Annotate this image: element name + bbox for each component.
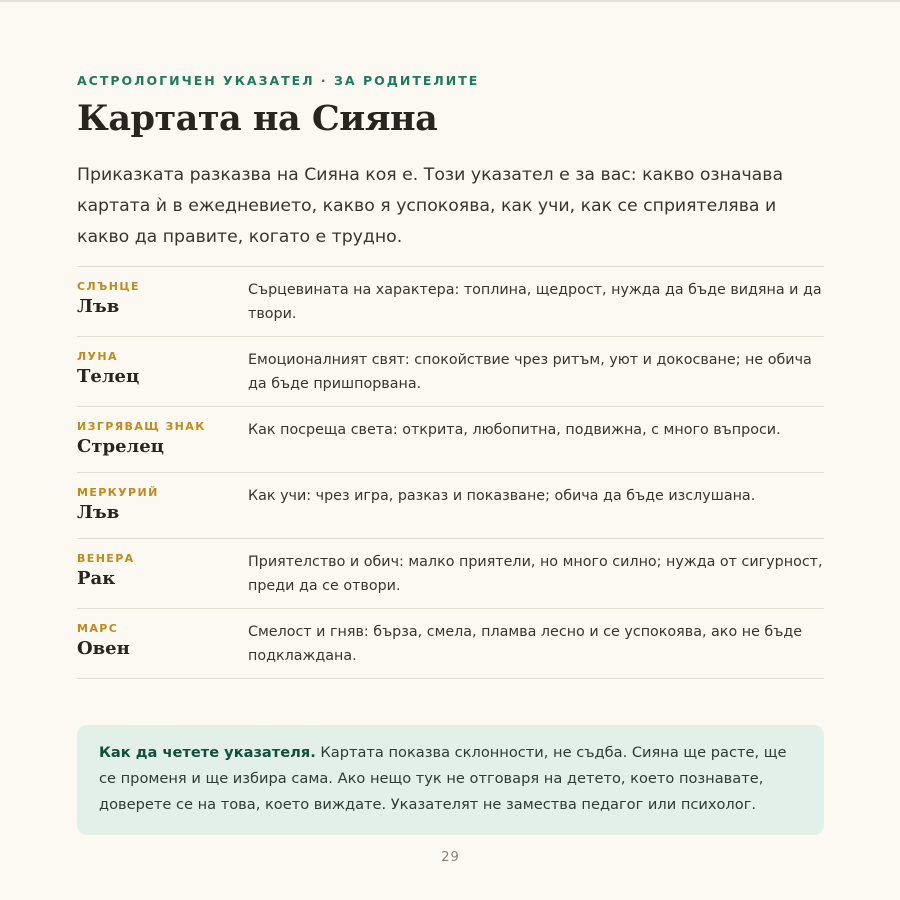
section-eyebrow: АСТРОЛОГИЧЕН УКАЗАТЕЛ · ЗА РОДИТЕЛИТЕ [77,73,480,88]
placement-description: Как учи: чрез игра, разказ и показване; обича да бъде изслушана. [248,488,756,504]
placement-label [77,337,248,406]
page-number: 29 [441,850,460,865]
note-lead: Как да четете указателя. [99,744,316,761]
placement-label [77,407,248,472]
sign-name: Телец [77,366,140,387]
planet-name: МЕРКУРИЙ [77,486,159,499]
placement-row-venus [77,539,824,609]
planet-name: ИЗГРЯВАЩ ЗНАК [77,420,206,433]
top-border [0,0,900,2]
page-title: Картата на Сияна [77,98,438,139]
sign-name: Лъв [77,296,120,317]
planet-name: ВЕНЕРА [77,552,135,565]
intro-paragraph: Приказката разказва на Сияна коя е. Този указател е за вас: какво означава картата ѝ в ежедневието, какво я успокоява, как учи, как се сприятелява и какво да правите, когато е трудно. [77,165,784,247]
placement-row-rising [77,407,824,473]
placement-description: Смелост и гняв: бърза, смела, пламва лесно и се успокоява, ако не бъде подклаждана. [248,624,803,664]
placement-row-sun [77,267,824,337]
sign-name: Овен [77,638,130,659]
planet-name: ЛУНА [77,350,118,363]
reading-note [77,725,824,835]
placements-table [77,266,824,679]
planet-name: МАРС [77,622,119,635]
placement-description: Приятелство и обич: малко приятели, но много силно; нужда от сигурност, преди да се отвори. [248,554,823,594]
placement-label [77,539,248,608]
placement-label [77,267,248,336]
sign-name: Стрелец [77,436,164,457]
placement-label [77,473,248,538]
placement-row-moon [77,337,824,407]
placement-description: Сърцевината на характера: топлина, щедрост, нужда да бъде видяна и да твори. [248,282,822,322]
planet-name: СЛЪНЦЕ [77,280,140,293]
placement-row-mercury [77,473,824,539]
note-text: Картата показва склонности, не съдба. Сияна ще расте, ще се променя и ще избира сама. Ако нещо тук не отговаря на детето, което познавате, доверете се на това, което виждате. Указателят не замества педагог или психолог. [99,744,787,813]
placement-label [77,609,248,678]
placement-description: Как посреща света: открита, любопитна, подвижна, с много въпроси. [248,422,781,438]
placement-row-mars [77,609,824,679]
sign-name: Лъв [77,502,120,523]
sign-name: Рак [77,568,116,589]
placement-description: Емоционалният свят: спокойствие чрез ритъм, уют и докосване; не обича да бъде пришпорвана. [248,352,812,392]
